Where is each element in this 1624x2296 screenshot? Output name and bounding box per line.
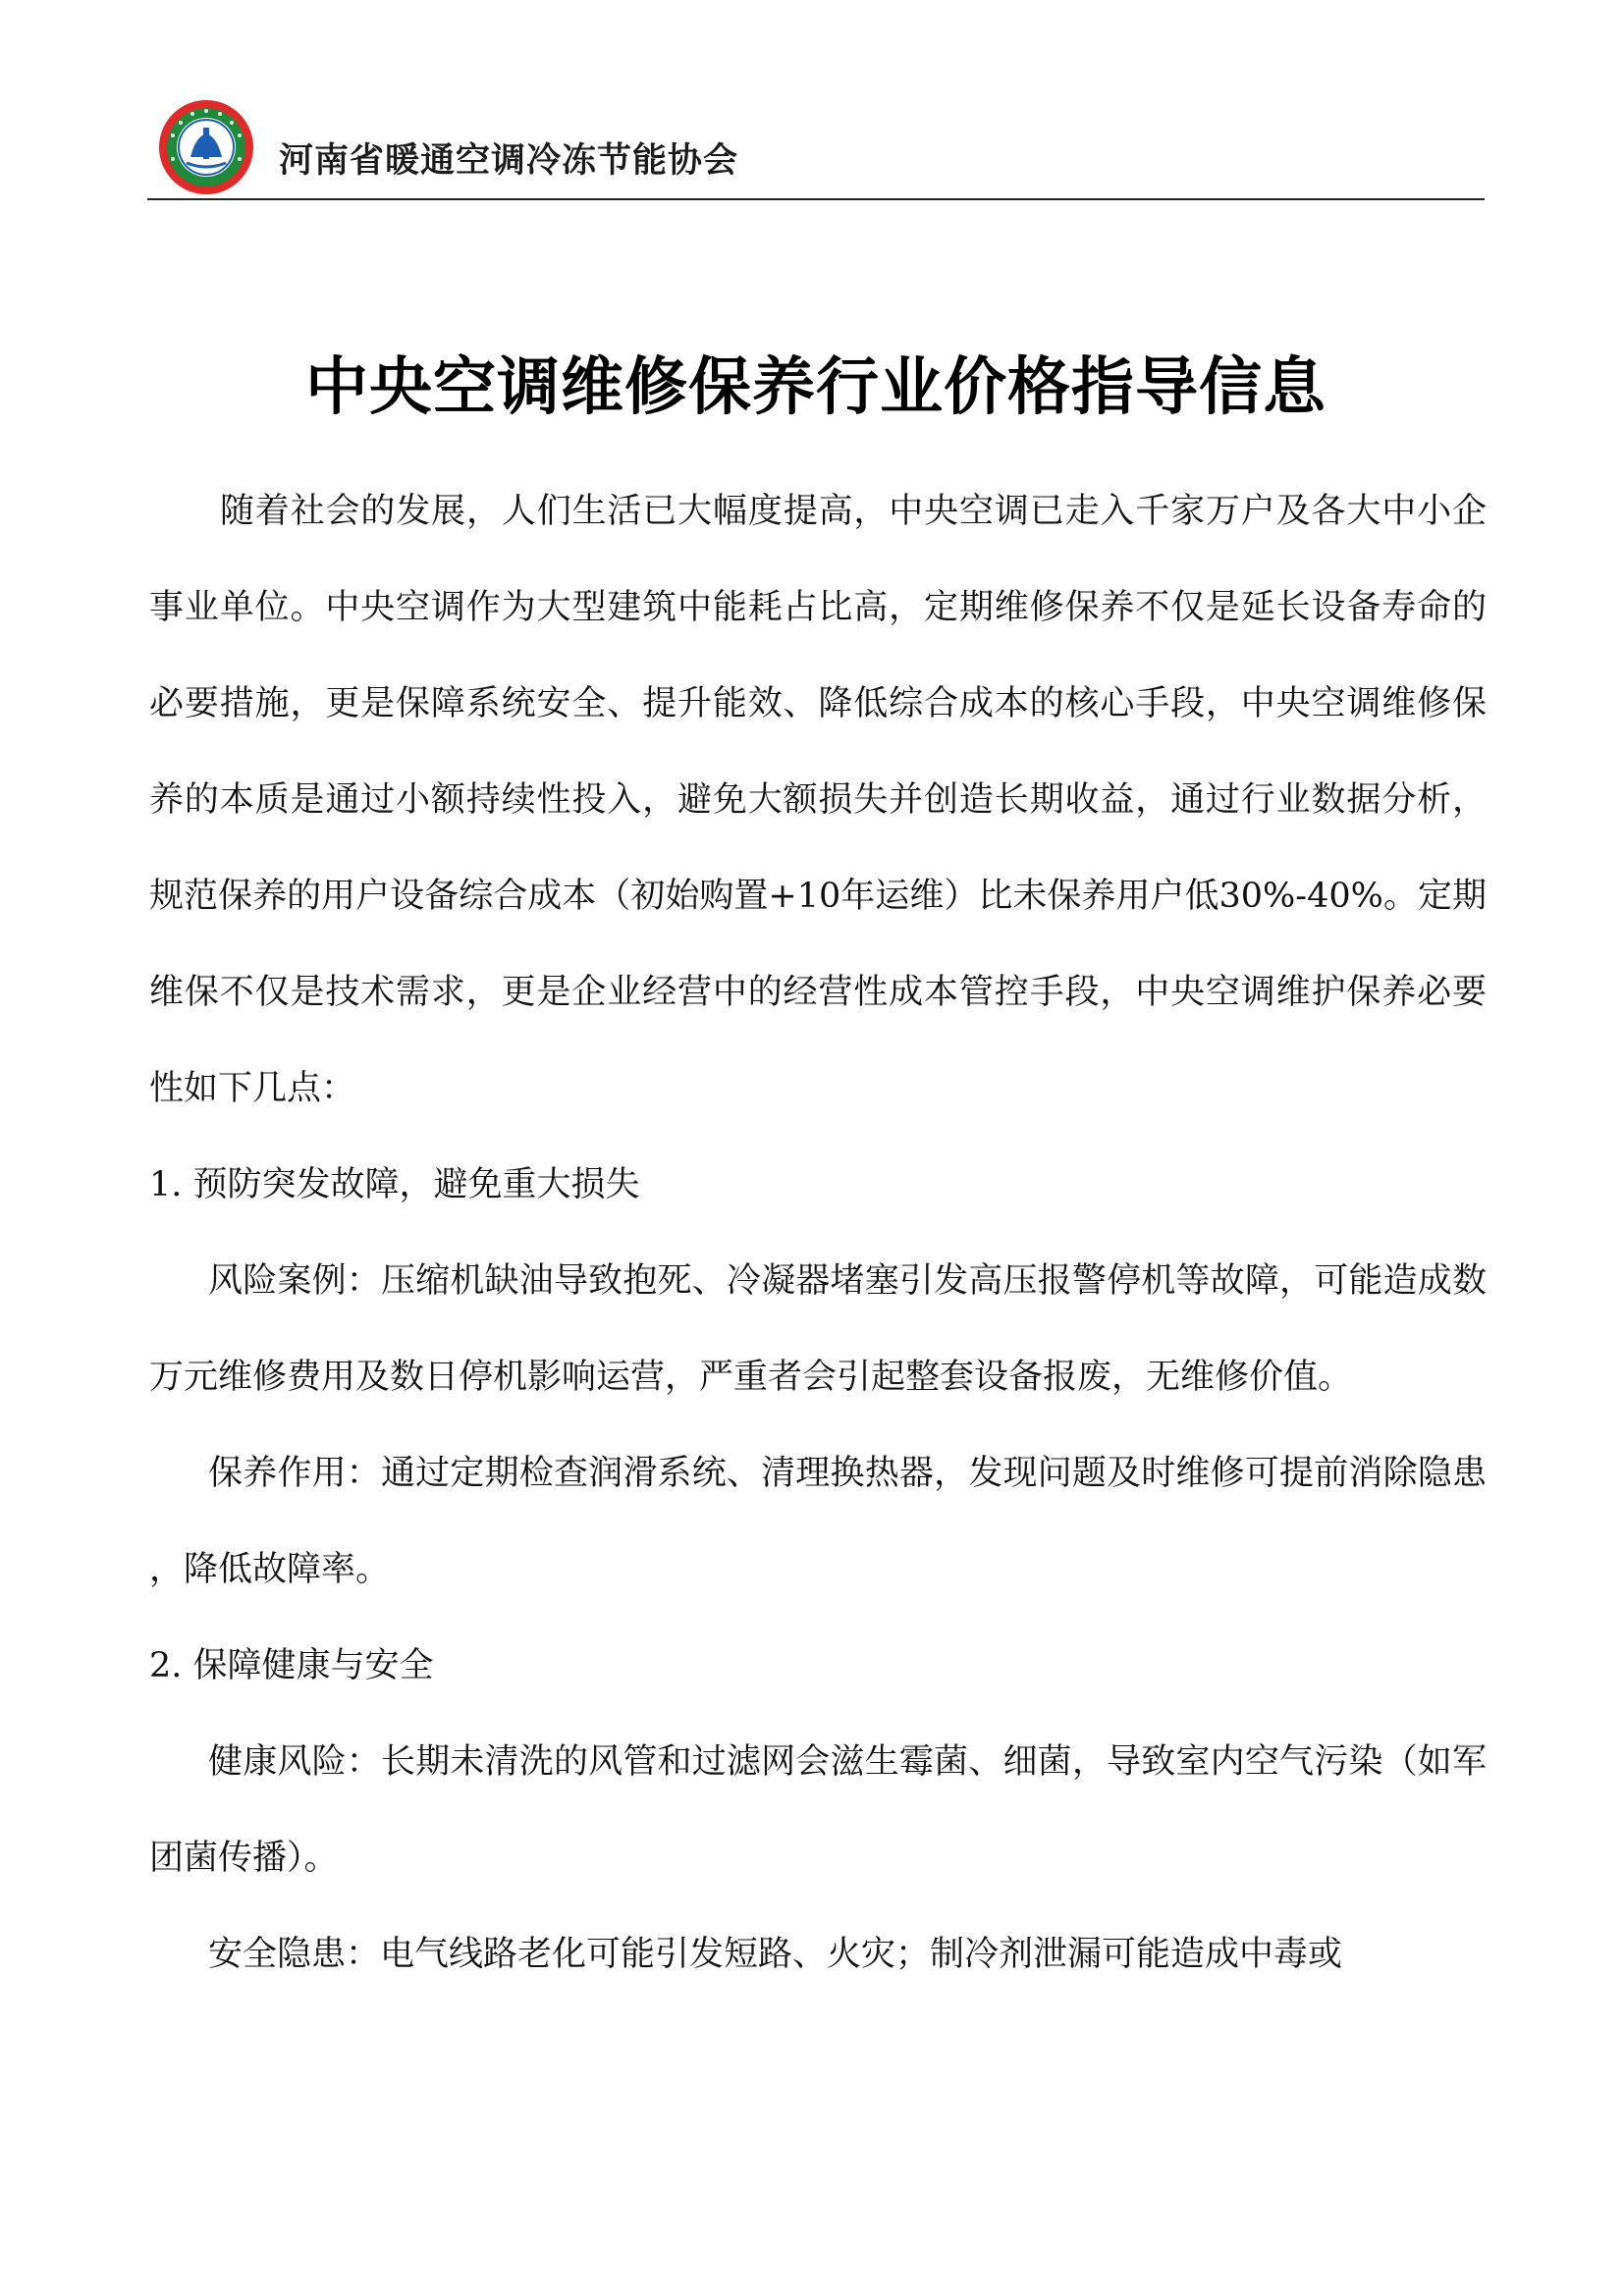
health-risk-paragraph: 健康风险：长期未清洗的风管和过滤网会滋生霉菌、细菌，导致室内空气污染（如军团菌传播）。 (149, 1742, 1487, 1878)
safety-hazard-paragraph: 安全隐患：电气线路老化可能引发短路、火灾；制冷剂泄漏可能造成中毒或 (208, 1935, 1343, 1974)
section-heading-2: 2. 保障健康与安全 (149, 1646, 434, 1685)
section-heading-1: 1. 预防突发故障，避免重大损失 (149, 1165, 640, 1204)
document-body (149, 463, 1487, 2002)
intro-paragraph: 随着社会的发展，人们生活已大幅度提高，中央空调已走入千家万户及各大中小企事业单位。中央空调作为大型建筑中能耗占比高，定期维修保养不仅是延长设备寿命的必要措施，更是保障系统安全、提升能效、降低综合成本的核心手段，中央空调维修保养的本质是通过小额持续性投入，避免大额损失并创造长期收益，通过行业数据分析，规范保养的用户设备综合成本（初始购置+10年运维）比未保养用户低30%-40%。定期维保不仅是技术需求，更是企业经营中的经营性成本管控手段，中央空调维护保养必要性如下几点： (149, 492, 1487, 1108)
document-title: 中央空调维修保养行业价格指导信息 (305, 350, 1326, 424)
risk-case-paragraph: 风险案例：压缩机缺油导致抱死、冷凝器堵塞引发高压报警停机等故障，可能造成数万元维修费用及数日停机影响运营，严重者会引起整套设备报废，无维修价值。 (149, 1261, 1487, 1397)
document-header (147, 98, 1485, 198)
header-divider (147, 198, 1485, 200)
maintenance-effect-paragraph: 保养作用：通过定期检查润滑系统、清理换热器，发现问题及时维修可提前消除隐患，降低故障率。 (149, 1454, 1487, 1589)
association-logo-icon (157, 98, 255, 196)
organization-name: 河南省暖通空调冷冻节能协会 (279, 140, 739, 181)
